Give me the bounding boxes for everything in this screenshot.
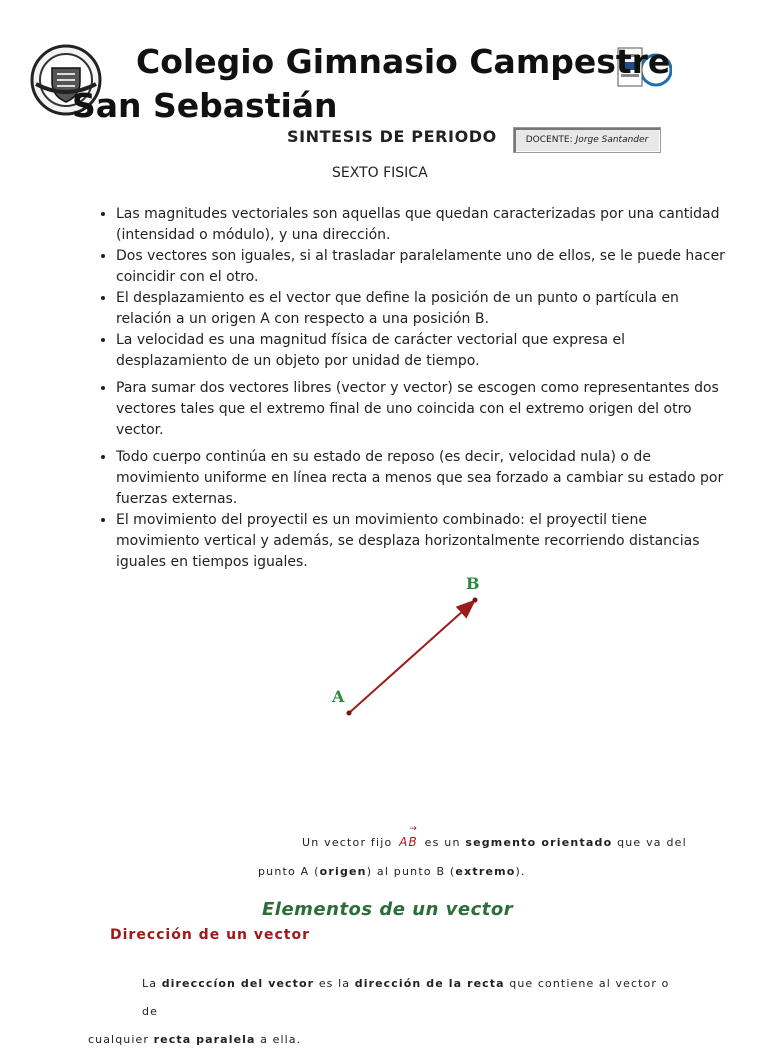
teacher-badge: [513, 127, 661, 153]
school-name-line2: San Sebastián: [72, 86, 338, 125]
definition-text: Un vector fijo: [302, 836, 393, 849]
paragraph-bold: recta paralela: [153, 1033, 256, 1046]
teacher-label: DOCENTE:: [525, 135, 573, 145]
definition-text: ) al punto B (: [366, 865, 456, 878]
list-item: • Las magnitudes vectoriales son aquellas que quedan caracterizadas por una cantidad (intensidad o módulo), y una dirección.: [116, 204, 726, 246]
definition-bold: origen: [319, 865, 367, 878]
list-item: • El movimiento del proyectil es un movimiento combinado: el proyectil tiene movimiento vertical y además, se desplaza horizontalmente recorriendo distancias iguales en tiempos iguales.: [116, 510, 726, 573]
definition-bold: extremo: [455, 865, 516, 878]
paragraph-text: cualquier: [88, 1033, 150, 1046]
vector-diagram: [320, 570, 500, 730]
definition-text: es un: [424, 836, 461, 849]
school-name-line1: Colegio Gimnasio Campestre: [136, 42, 671, 81]
paragraph-bold: direcccíon del vector: [161, 977, 315, 990]
paragraph-text: a ella.: [260, 1033, 302, 1046]
section-title: SINTESIS DE PERIODO: [287, 127, 497, 146]
summary-list: [88, 204, 726, 573]
list-item: • El desplazamiento es el vector que define la posición de un punto o partícula en relación a un origen A con respecto a una posición B.: [116, 288, 726, 330]
point-a-dot: [347, 711, 352, 716]
vector-definition: [258, 824, 698, 886]
vector-line: [349, 602, 473, 713]
point-b-label: B: [466, 574, 480, 593]
definition-text: que va del: [617, 836, 687, 849]
definition-text: punto A (: [258, 865, 320, 878]
definition-bold: segmento orientado: [465, 836, 613, 849]
point-a-label: A: [332, 687, 345, 706]
paragraph-text: que contiene al vector o de: [142, 977, 670, 1018]
teacher-name: Jorge Santander: [575, 135, 649, 145]
list-item: • Dos vectores son iguales, si al trasladar paralelamente uno de ellos, se le puede hacer coincidir con el otro.: [116, 246, 726, 288]
list-item: • Para sumar dos vectores libres (vector y vector) se escogen como representantes dos vectores tales que el extremo final de uno coincida con el extremo origen del otro vector.: [116, 378, 726, 441]
direction-heading: Dirección de un vector: [110, 927, 311, 943]
course-subtitle: SEXTO FISICA: [332, 165, 428, 181]
direction-paragraph: [88, 970, 678, 1054]
point-b-dot: [473, 598, 478, 603]
paragraph-bold: dirección de la recta: [354, 977, 505, 990]
paragraph-text: La: [142, 977, 158, 990]
elements-heading: Elementos de un vector: [262, 899, 514, 920]
paragraph-text: es la: [318, 977, 351, 990]
list-item: • Todo cuerpo continúa en su estado de reposo (es decir, velocidad nula) o de movimiento uniforme en línea recta a menos que sea forzado a cambiar su estado por fuerzas externas.: [116, 447, 726, 510]
definition-text: ).: [515, 865, 526, 878]
vector-symbol-text: AB: [399, 835, 418, 849]
vector-symbol: → AB: [399, 824, 418, 849]
list-item: • La velocidad es una magnitud física de carácter vectorial que expresa el desplazamiento de un objeto por unidad de tiempo.: [116, 330, 726, 372]
